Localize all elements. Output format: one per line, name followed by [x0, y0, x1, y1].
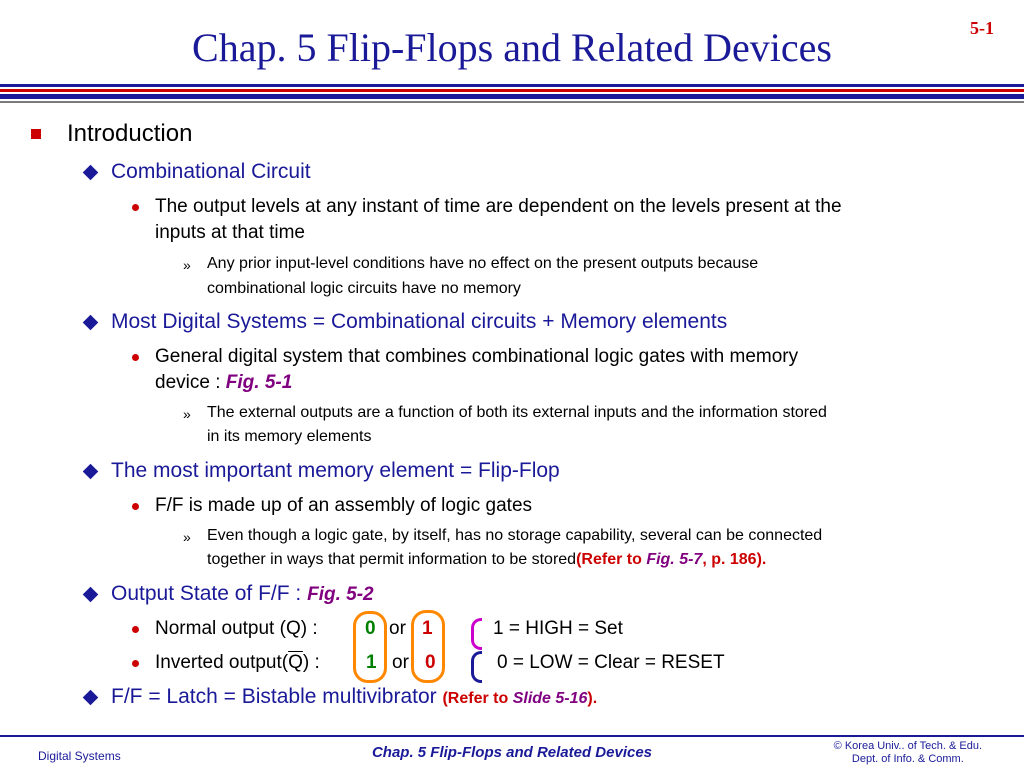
- footer-rule: [0, 735, 1024, 737]
- fig-5-2-reference: Fig. 5-2: [307, 584, 374, 605]
- diamond-bullet-icon: [83, 690, 99, 706]
- double-chevron-bullet-icon: »: [183, 406, 191, 422]
- slide-title: Chap. 5 Flip-Flops and Related Devices: [192, 25, 832, 70]
- most-point-line-2: [155, 372, 292, 394]
- footer-copyright-line-2: Dept. of Info. & Comm.: [851, 753, 964, 765]
- inverted-output-or: or: [392, 652, 409, 673]
- diamond-bullet-icon: [83, 464, 99, 480]
- footer-course: Digital Systems: [38, 749, 121, 763]
- comb-sub-line-1: Any prior input-level conditions have no effect on the present outputs because: [207, 255, 759, 272]
- most-point-text: device :: [155, 372, 226, 393]
- dot-bullet-icon: [132, 204, 139, 211]
- most-point-line-1: General digital system that combines combinational logic gates with memory: [155, 346, 799, 367]
- diamond-bullet-icon: [83, 315, 99, 331]
- double-chevron-bullet-icon: »: [183, 257, 191, 273]
- normal-output-meaning: 1 = HIGH = Set: [493, 618, 623, 639]
- important-sub-line-1: Even though a logic gate, by itself, has no storage capability, several can be connected: [207, 527, 823, 544]
- refer-slide-5-16: (Refer to Slide 5-16).: [442, 690, 598, 707]
- normal-output-value-1: 1: [422, 618, 433, 639]
- dot-bullet-icon: [132, 626, 139, 633]
- comb-sub-line-2: combinational logic circuits have no memory: [207, 280, 521, 297]
- diamond-bullet-icon: [83, 165, 99, 181]
- heading-output-state: Output State of F/F : Fig. 5-2: [111, 582, 374, 605]
- heading-latch: F/F = Latch = Bistable multivibrator (Refer to Slide 5-16).: [111, 685, 598, 708]
- refer-fig-5-7: (Refer to Fig. 5-7, p. 186).: [576, 551, 767, 568]
- heading-introduction: Introduction: [67, 120, 193, 147]
- dot-bullet-icon: [132, 503, 139, 510]
- inverted-output-value-1: 1: [366, 652, 377, 673]
- bracket-icon: [471, 618, 482, 650]
- square-bullet-icon: [31, 129, 41, 139]
- title-rule: [0, 84, 1024, 104]
- comb-point-line-1: The output levels at any instant of time are dependent on the levels present at the: [155, 196, 842, 217]
- diamond-bullet-icon: [83, 587, 99, 603]
- double-chevron-bullet-icon: »: [183, 529, 191, 545]
- inverted-output-meaning: 0 = LOW = Clear = RESET: [497, 652, 725, 673]
- heading-most-important-element: The most important memory element = Flip-Flop: [111, 459, 560, 482]
- heading-combinational-circuit: Combinational Circuit: [111, 160, 311, 183]
- most-sub-line-2: in its memory elements: [207, 428, 372, 445]
- slide-number: 5-1: [970, 18, 994, 38]
- normal-output-label: Normal output (Q) :: [155, 618, 318, 639]
- important-point: F/F is made up of an assembly of logic gates: [155, 495, 533, 516]
- important-sub-line-2: [207, 551, 766, 569]
- comb-point-line-2: inputs at that time: [155, 222, 305, 243]
- footer-chapter-title: Chap. 5 Flip-Flops and Related Devices: [371, 744, 653, 761]
- inverted-output-label: Inverted $output(\overline{Q})$ :: [155, 652, 320, 673]
- q-bar-symbol: $\overline{Q}$: [288, 652, 303, 673]
- highlight-oval-second-column: [411, 610, 445, 683]
- inverted-output-value-0: 0: [425, 652, 436, 673]
- heading-most-digital-systems: Most Digital Systems = Combinational circuits + Memory elements: [111, 310, 728, 333]
- footer-copyright: [834, 740, 982, 766]
- footer-copyright-line-1: © Korea Univ.. of Tech. & Edu.: [833, 740, 982, 752]
- most-sub-line-1: The external outputs are a function of both its external inputs and the information stored: [207, 404, 827, 421]
- important-sub-text: together in ways that permit information to be stored: [207, 551, 577, 568]
- dot-bullet-icon: [132, 660, 139, 667]
- normal-output-value-0: 0: [365, 618, 376, 639]
- highlight-oval-first-column: [353, 611, 387, 683]
- fig-5-1-reference: Fig. 5-1: [225, 372, 293, 393]
- normal-output-or: or: [389, 618, 406, 639]
- bracket-icon: [471, 651, 482, 683]
- dot-bullet-icon: [132, 354, 139, 361]
